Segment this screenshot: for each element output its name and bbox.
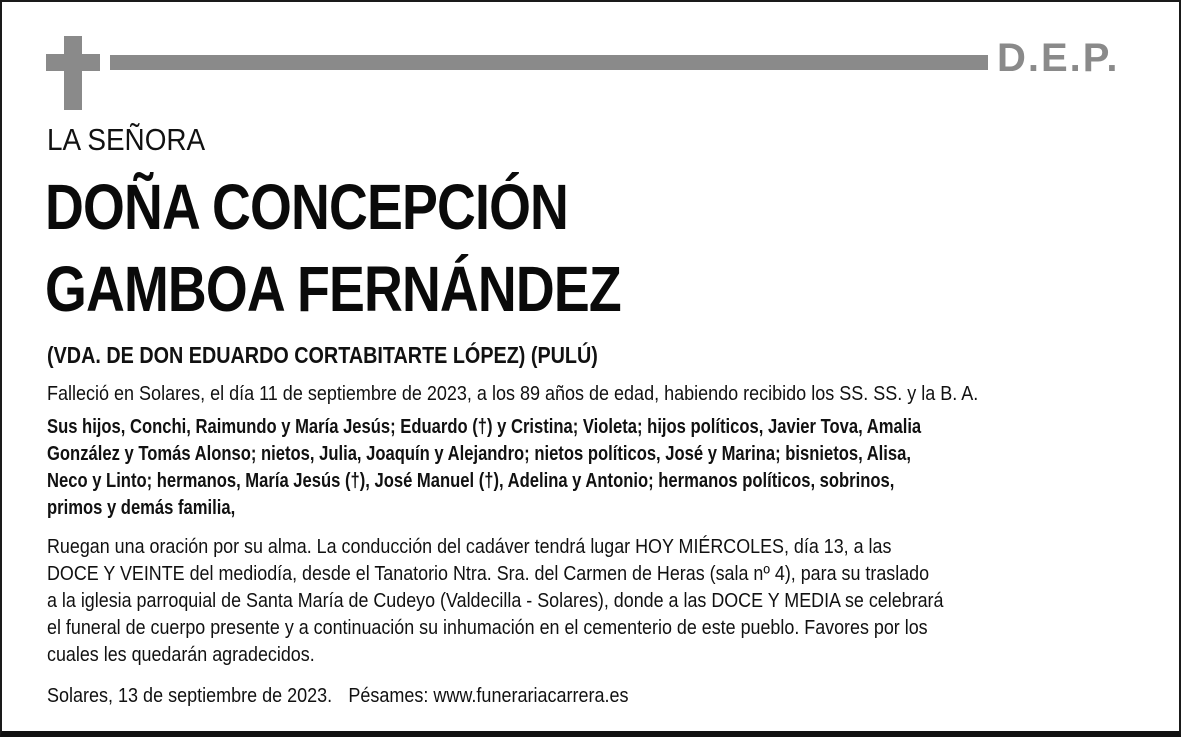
family-paragraph xyxy=(47,414,921,522)
family-line: Sus hijos, Conchi, Raimundo y María Jesús; Eduardo (†) y Cristina; Violeta; hijos políticos, Javier Tova, Amalia xyxy=(47,416,922,438)
family-line: González y Tomás Alonso; nietos, Julia, Joaquín y Alejandro; nietos políticos, José y Marina; bisnietos, Alisa, xyxy=(47,443,911,465)
funeral-line: Ruegan una oración por su alma. La conducción del cadáver tendrá lugar HOY MIÉRCOLES, día 13, a las xyxy=(47,536,892,558)
footer xyxy=(47,683,628,710)
death-statement: Falleció en Solares, el día 11 de septiembre de 2023, a los 89 años de edad, habiendo recibido los SS. SS. y la B. A. xyxy=(47,383,979,405)
footer-place-date: Solares, 13 de septiembre de 2023. xyxy=(47,685,333,707)
funeral-line: DOCE Y VEINTE del mediodía, desde el Tanatorio Ntra. Sra. del Carmen de Heras (sala nº 4), para su traslado xyxy=(47,563,930,585)
footer-condolences: Pésames: www.funerariacarrera.es xyxy=(348,685,629,707)
family-line: primos y demás familia, xyxy=(47,497,236,519)
dep-label: D.E.P. xyxy=(997,36,1120,80)
cross-icon xyxy=(46,36,100,110)
header-rule xyxy=(110,55,988,70)
funeral-line: a la iglesia parroquial de Santa María de Cudeyo (Valdecilla - Solares), donde a las DOCE Y MEDIA se celebrará xyxy=(47,590,944,612)
widow-subtitle: (VDA. DE DON EDUARDO CORTABITARTE LÓPEZ) (PULÚ) xyxy=(47,342,598,368)
family-line: Neco y Linto; hermanos, María Jesús (†), José Manuel (†), Adelina y Antonio; hermanos políticos, sobrinos, xyxy=(47,470,895,492)
deceased-name-line-2: GAMBOA FERNÁNDEZ xyxy=(45,253,621,325)
funeral-line: cuales les quedarán agradecidos. xyxy=(47,644,315,666)
funeral-paragraph xyxy=(47,534,943,669)
deceased-name-line-1: DOÑA CONCEPCIÓN xyxy=(45,171,569,243)
salutation: LA SEÑORA xyxy=(47,122,206,157)
funeral-line: el funeral de cuerpo presente y a continuación su inhumación en el cementerio de este pueblo. Favores por los xyxy=(47,617,928,639)
